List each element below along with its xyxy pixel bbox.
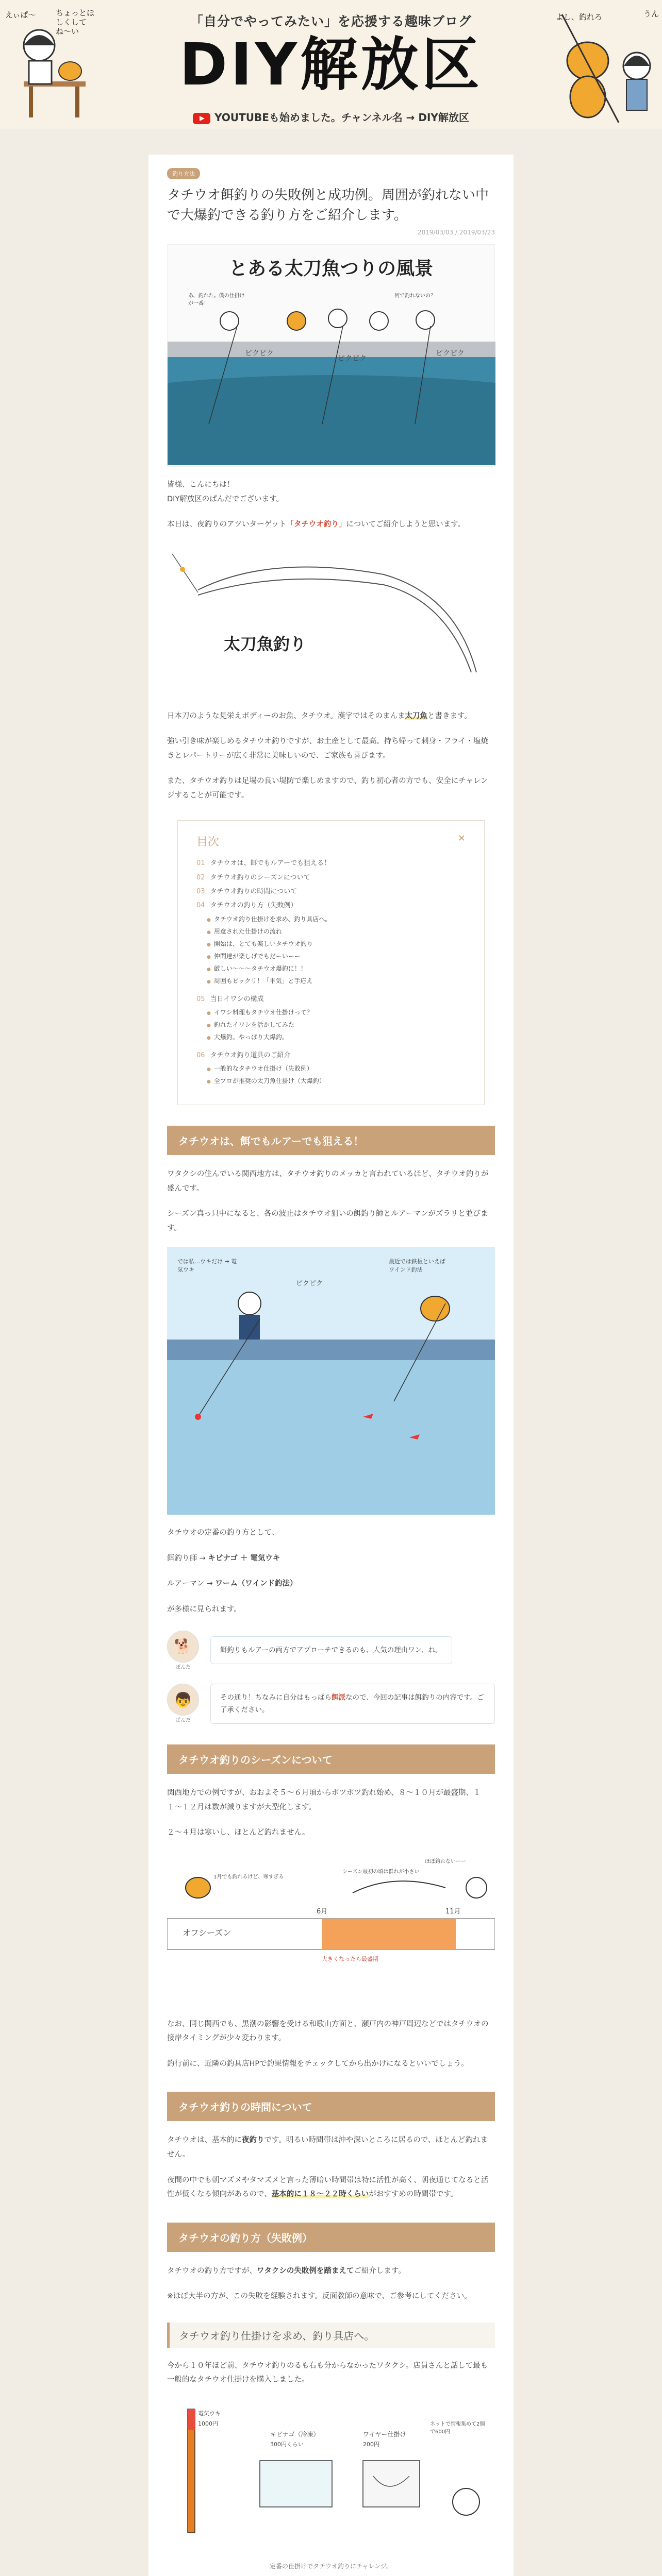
month-11-label: 11月 <box>445 1907 461 1916</box>
site-logo[interactable]: DIY解放区 <box>179 31 483 98</box>
right-mascot-illustration <box>541 4 660 128</box>
category-badge[interactable]: 釣り方法 <box>167 168 200 179</box>
table-of-contents <box>177 820 485 1105</box>
lure-illus-label: 最近では鉄板といえばワインド釣法 <box>389 1258 445 1274</box>
site-tagline: 「自分でやってみたい」を応援する趣味ブログ <box>190 14 472 29</box>
toc-subitem[interactable]: ● 周囲もビックリ！「平気」と手応え <box>207 975 466 987</box>
paragraph-3: また、タチウオ釣りは足場の良い堤防で楽しめますので、釣り初心者の方でも、安全にチャレンジすることが可能です。 <box>167 777 488 800</box>
section1-paragraph-4: が多様に見られます。 <box>167 1605 241 1614</box>
lure-method: ルアーマン → ワーム（ワインド釣法） <box>167 1580 297 1588</box>
section-heading-season: タチウオ釣りのシーズンについて <box>167 1744 495 1774</box>
intro-paragraph: 皆様、こんにちは！ DIY解放区のぱんだでございます。 <box>167 481 284 503</box>
article-title: タチウオ餌釣りの失敗例と成功例。周囲が釣れない中で大爆釣できる釣り方をご紹介します。 <box>167 188 489 223</box>
section3-paragraph-2: 夜間の中でも朝マズメやタマズメと言った薄暗い時間帯は特に活性が高く、朝夜通じてなると活性が低くなる傾向があるので、基本的に１８〜２２時くらいがおすすめの時間帯です。 <box>167 2176 489 2199</box>
intro-target-paragraph: 本日は、夜釣りのアツいターゲット「タチウオ釣り」についてご紹介しようと思います。 <box>167 520 465 529</box>
bait-label: キビナゴ（冷凍） <box>270 2430 320 2438</box>
season-note-3: 1月でも釣れるけど、寒すぎる <box>213 1874 284 1880</box>
panda-avatar-icon: 👦 <box>167 1684 199 1716</box>
chat-bubble-ponta: 餌釣りもルアーの両方でアプローチできるのも、人気の理由ワン、ね。 <box>210 1636 452 1664</box>
section-heading-failure: タチウオの釣り方（失敗例） <box>167 2223 495 2252</box>
wire-price: 200円 <box>363 2441 379 2448</box>
hero-label-5: ピクピク <box>436 349 465 358</box>
section-heading-time: タチウオ釣りの時間について <box>167 2092 495 2121</box>
season-illustration <box>167 1852 495 2006</box>
chat-ponta: 🐕 ぽんた 餌釣りもルアーの両方でアプローチできるのも、人気の理由ワン、ね。 <box>167 1631 495 1670</box>
toc-subitem[interactable]: ● 一般的なタチウオ仕掛け（失敗例） <box>207 1062 466 1075</box>
left-speech-2: ちょっとほしくしてね〜い <box>56 8 95 36</box>
tackle-illustration <box>167 2399 495 2553</box>
float-label: 電気ウキ <box>198 2410 221 2417</box>
right-speech-1: よし、釣れろ <box>556 12 603 22</box>
toc-item-02[interactable]: 02 タチウオ釣りのシーズンについて <box>196 873 310 882</box>
bait-illus-label: では私…ウキだけ → 電気ウキ <box>177 1258 237 1274</box>
section2-paragraph-2: ２〜４月は寒いし、ほとんど釣れません。 <box>167 1828 310 1837</box>
section-heading-bait-lure: タチウオは、餌でもルアーでも狙える！ <box>167 1126 495 1155</box>
hero-title: とある太刀魚つりの風景 <box>228 258 433 279</box>
tackle-caption: 定番の仕掛けでタチウオ釣りにチャレンジ。 <box>269 2562 393 2570</box>
pikupiku-label: ピクピク <box>296 1280 323 1288</box>
article-date: 2019/03/03 / 2019/03/23 <box>418 229 495 236</box>
hero-label-3: ピクピク <box>245 349 274 358</box>
chat-panda: 👦 ぱんだ その通り！ちなみに自分はもっぱら餌派なので、今回の記事は餌釣りの内容です。ご了承ください。 <box>167 1684 495 1724</box>
section2-paragraph-3: なお、同じ関西でも、黒潮の影響を受ける和歌山方面と、瀬戸内の神戸周辺などではタチウオの接岸タイミングが少々変わります。 <box>167 2020 489 2043</box>
paragraph-2: 強い引き味が楽しめるタチウオ釣りですが、お土産として最高。持ち帰って刺身・フライ・塩焼きとレパートリーが広く非常に美味しいので、ご家族も喜びます。 <box>167 737 489 760</box>
toc-close-icon[interactable]: ✕ <box>457 833 466 844</box>
section3-paragraph-1: タチウオは、基本的に夜釣りです。明るい時間帯は沖や深いところに居るので、ほとんど釣れません。 <box>167 2136 488 2159</box>
youtube-text: YOUTUBEも始めました。チャンネル名 → DIY解放区 <box>214 111 469 124</box>
toc-item-01[interactable]: 01 タチウオは、餌でもルアーでも狙える！ <box>196 859 331 868</box>
section4-paragraph-2: ※ほぼ大半の方が、この失敗を経験されます。反面教師の意味で、ご参考にしてください。 <box>167 2292 472 2301</box>
season-note-2: 大きくなったら最盛期 <box>322 1955 378 1962</box>
section5-paragraph-1: 今から１０年ほど前、タチウオ釣りのるも右も分からなかったワタクシ。店員さんと話して最も一般的なタチウオ仕掛けを購入しました。 <box>167 2361 488 2384</box>
section1-paragraph-2: シーズン真っ只中になると、各の波止はタチウオ狙いの餌釣り師とルアーマンがズラリと並びます。 <box>167 1210 488 1232</box>
toc-subitem[interactable]: ● 用意された仕掛けの流れ <box>207 925 466 938</box>
toc-subitem[interactable]: ● 厳しい〜〜〜タチウオ爆釣に！！ <box>207 962 466 975</box>
section2-paragraph-1: 関西地方での例ですが、おおよそ５〜６月頃からポツポツ釣れ始め、８〜１０月が最盛期、１１〜１２月は数が減りますが大型化します。 <box>167 1789 481 1811</box>
toc-subitem[interactable]: ● 大爆釣。やっぱり大爆釣。 <box>207 1031 466 1043</box>
left-speech-1: えぃぱ〜 <box>5 10 36 20</box>
section1-paragraph-1: ワタクシの住んでいる関西地方は、タチウオ釣りのメッカと言われているほど、タチウオ釣りが盛んです。 <box>167 1170 489 1193</box>
chat-bubble-panda: その通り！ちなみに自分はもっぱら餌派なので、今回の記事は餌釣りの内容です。ご了承ください。 <box>210 1684 495 1724</box>
toc-subitem[interactable]: ● 仲間達が楽しげでもだーいーー <box>207 950 466 962</box>
toc-item-04[interactable]: 04 タチウオの釣り方（失敗例） <box>196 902 297 910</box>
net-note: ネットで情報集めて2個で600円 <box>430 2421 485 2435</box>
right-speech-2: うん <box>643 9 659 19</box>
hero-illustration <box>167 244 495 467</box>
toc-item-06[interactable]: 06 タチウオ釣り道具のご紹介 <box>196 1051 291 1059</box>
toc-item-03[interactable]: 03 タチウオ釣りの時間について <box>196 887 297 895</box>
tachiuo-illustration <box>167 544 495 698</box>
article-card <box>148 155 514 2576</box>
toc-subitem[interactable]: ● 釣れたイワシを活かしてみた <box>207 1019 466 1031</box>
wire-label: ワイヤー仕掛け <box>363 2430 406 2438</box>
toc-item-05[interactable]: 05 当日イワシの構成 <box>196 995 264 1003</box>
subsection-heading-tackle-shop: タチウオ釣り仕掛けを求め、釣り具店へ。 <box>167 2323 495 2348</box>
tachiuo-illus-title: 太刀魚釣り <box>224 634 307 654</box>
section1-paragraph-3: タチウオの定番の釣り方として、 <box>167 1529 279 1537</box>
hero-label-1: あ、釣れた。僕の仕掛けが一番！ <box>188 293 245 307</box>
toc-subitem[interactable]: ● イワシ料理もタチウオ仕掛けって？ <box>207 1006 466 1019</box>
section4-paragraph-1: タチウオの釣り方ですが、ワタクシの失敗例を踏まえてご紹介します。 <box>167 2266 406 2275</box>
section2-paragraph-4: 釣行前に、近隣の釣具店HPで釣果情報をチェックしてから出かけになるといいでしょう。 <box>167 2059 469 2068</box>
toc-subitem[interactable]: ● 全プロが推奨の太刀魚仕掛け（大爆釣） <box>207 1075 466 1087</box>
toc-subitem[interactable]: ● タチウオ釣り仕掛けを求め、釣り具店へ。 <box>207 913 466 925</box>
float-price: 1000円 <box>198 2420 218 2427</box>
site-header <box>0 0 662 129</box>
season-note-1: シーズン最初の頃は群れが小さい <box>342 1869 420 1875</box>
hero-label-2: 何で釣れないの？ <box>394 293 436 299</box>
month-6-label: 6月 <box>317 1907 328 1916</box>
dog-avatar-icon: 🐕 <box>167 1631 199 1663</box>
toc-title: 目次 <box>196 836 220 849</box>
toc-subitem[interactable]: ● 開始は、とても楽しいタチウオ釣り <box>207 938 466 950</box>
season-note-4: ほぼ釣れないーー <box>425 1858 466 1865</box>
youtube-icon <box>193 113 210 124</box>
bait-vs-lure-illustration <box>167 1247 495 1515</box>
paragraph-1: 日本刀のような見栄えボディーのお魚、タチウオ。漢字ではそのまんま太刀魚と書きます。 <box>167 711 472 720</box>
bait-price: 300円くらい <box>270 2441 304 2448</box>
bait-method: 餌釣り師 → キビナゴ ＋ 電気ウキ <box>167 1554 280 1563</box>
off-season-label: オフシーズン <box>183 1927 231 1938</box>
hero-label-4: ピクピク <box>338 354 367 363</box>
